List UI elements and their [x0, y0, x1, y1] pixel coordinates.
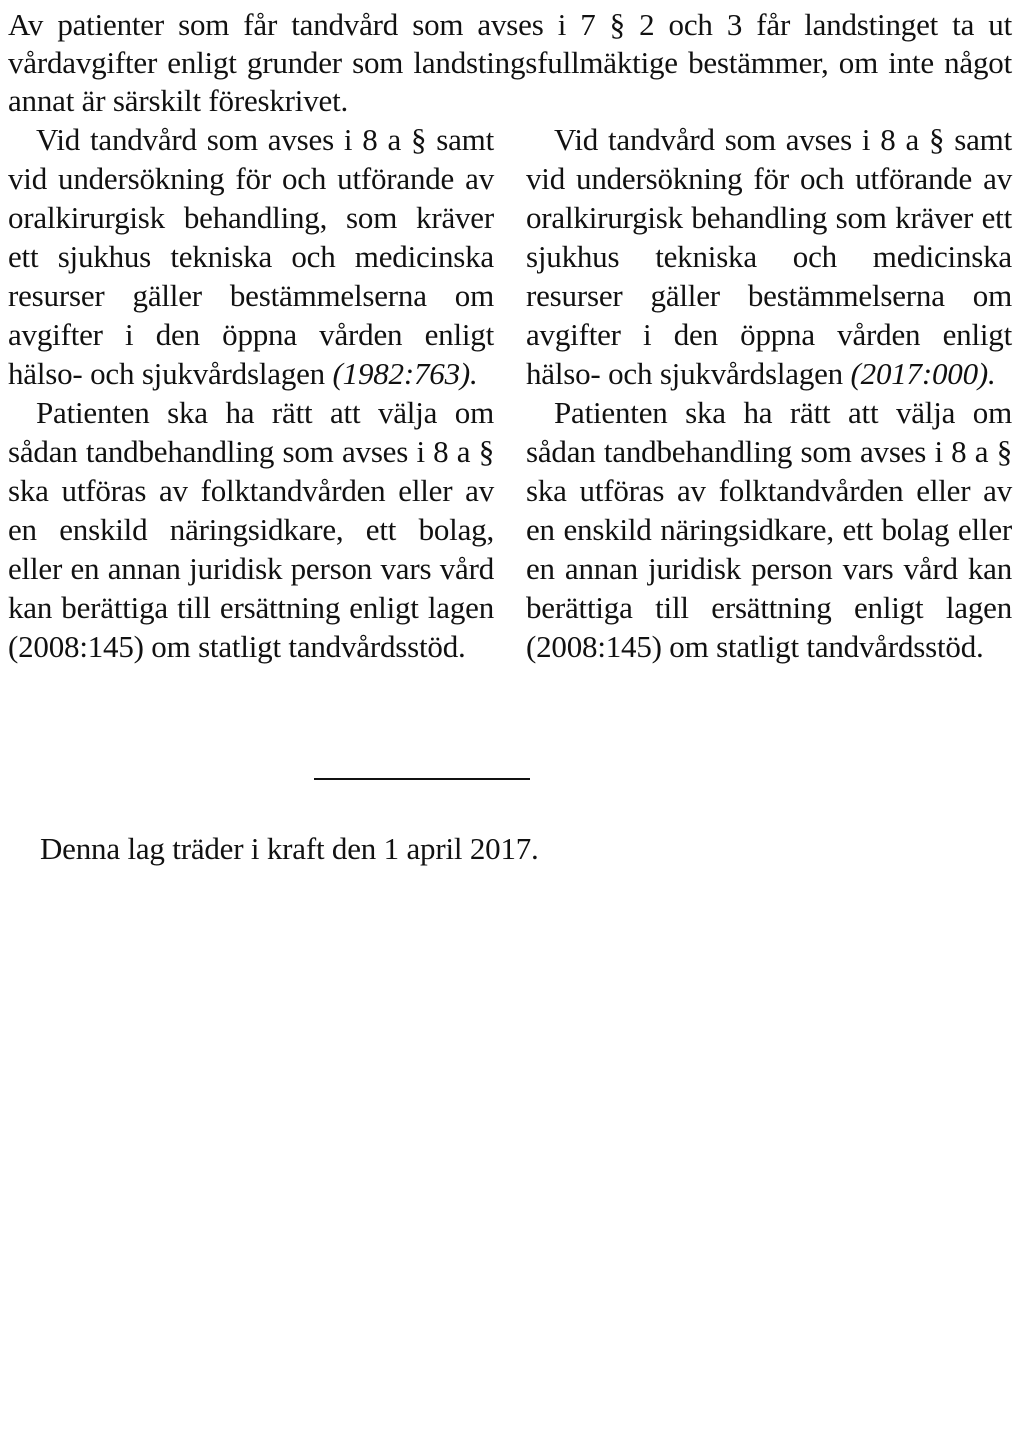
comparison-columns	[8, 120, 1012, 666]
right-paragraph-1	[526, 120, 1012, 393]
right-paragraph-2: Patienten ska ha rätt att välja om sådan tandbehandling som avses i 8 a § ska utföras av folktandvården eller av en enskild näringsidkare, ett bolag eller en annan juridisk person vars vård kan berättiga till ersättning enligt lagen (2008:145) om statligt tandvårdsstöd.	[526, 395, 1012, 664]
document-page	[8, 6, 1012, 666]
right-column	[526, 120, 1012, 666]
separator-rule	[314, 778, 530, 780]
effective-date-note: Denna lag träder i kraft den 1 april 2017.	[40, 831, 539, 866]
right-paragraph-1-citation: (2017:000).	[850, 356, 996, 391]
left-column	[8, 120, 494, 666]
left-paragraph-1-citation: (1982:763).	[332, 356, 478, 391]
left-paragraph-1	[8, 120, 494, 393]
right-paragraph-1-text: Vid tandvård som avses i 8 a § samt vid undersökning för och utförande av oralkirurgisk behandling som kräver ett sjukhus tekniska och medicinska resurser gäller bestämmelserna om avgifter i den öppna vården enligt hälso- och sjukvårdslagen	[526, 122, 1012, 391]
left-paragraph-2: Patienten ska ha rätt att välja om sådan tandbehandling som avses i 8 a § ska utföras av folktandvården eller av en enskild näringsidkare, ett bolag, eller en annan juridisk person vars vård kan berättiga till ersättning enligt lagen (2008:145) om statligt tandvårdsstöd.	[8, 395, 494, 664]
lead-paragraph: Av patienter som får tandvård som avses i 7 § 2 och 3 får landstinget ta ut vårdavgifter enligt grunder som landstingsfullmäktige bestämmer, om inte något annat är särskilt föreskrivet.	[8, 7, 1012, 118]
left-paragraph-1-text: Vid tandvård som avses i 8 a § samt vid undersökning för och utförande av oralkirurgisk behandling, som kräver ett sjukhus tekniska och medicinska resurser gäller bestämmelserna om avgifter i den öppna vården enligt hälso- och sjukvårdslagen	[8, 122, 494, 391]
